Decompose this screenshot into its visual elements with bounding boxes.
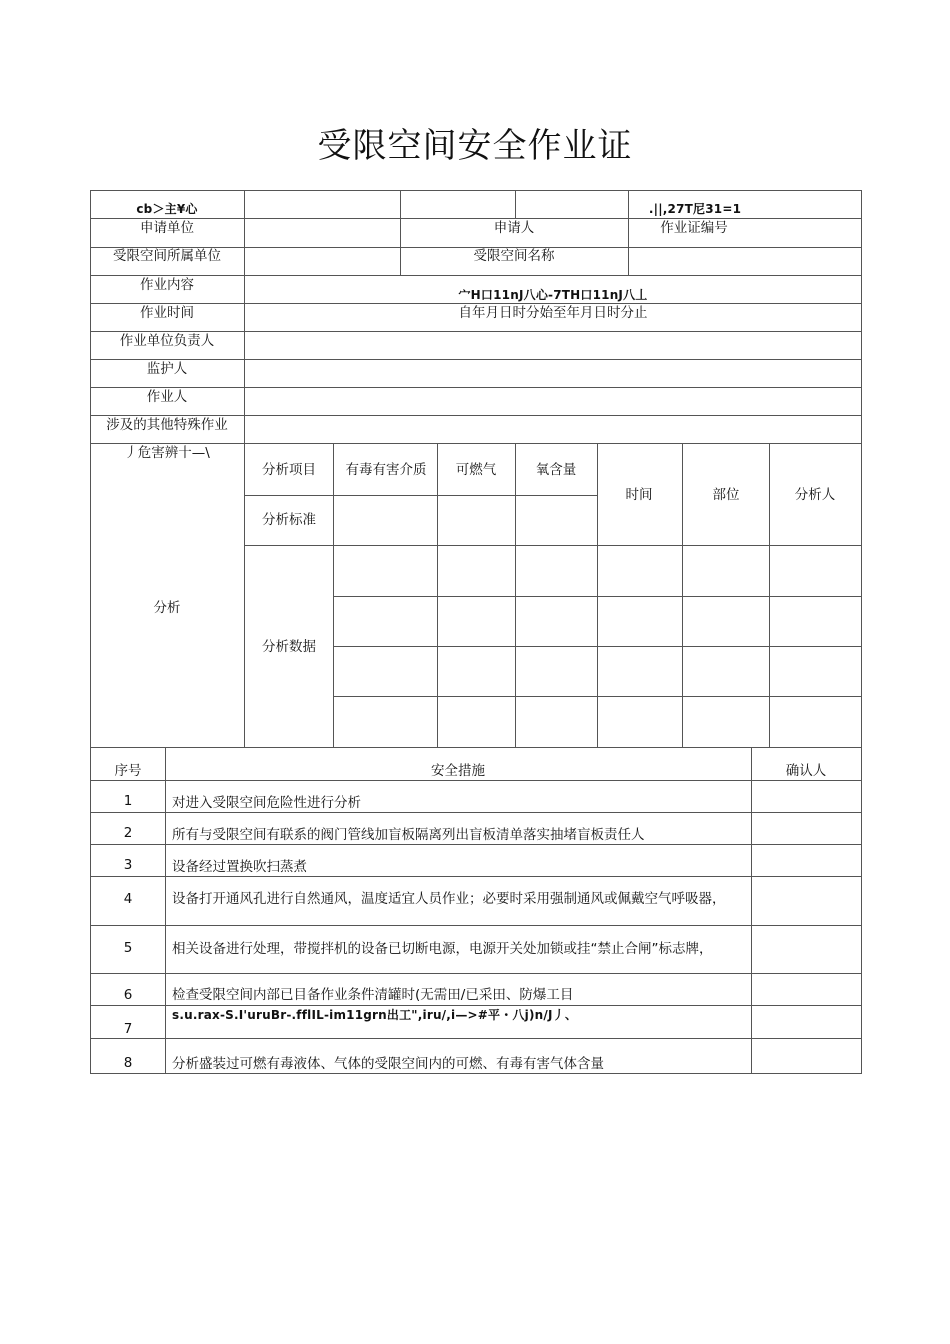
work-content-label: 作业内容 — [140, 277, 194, 293]
space-name-label: 受限空间名称 — [473, 248, 555, 264]
work-time-value: 自年月日时分始至年月日时分止 — [458, 305, 648, 321]
measure-text: 设备打开通风孔进行自然通风，温度适宜人员作业；必要时采用强制通风或佩戴空气呼吸器， — [172, 891, 726, 907]
location-header: 部位 — [712, 487, 740, 503]
measures-header: 安全措施 — [431, 763, 485, 779]
belonging-unit-label: 受限空间所属单位 — [113, 248, 221, 264]
measure-no: 8 — [123, 1055, 133, 1071]
other-special-label: 涉及的其他特殊作业 — [106, 417, 228, 433]
measure-text: 所有与受限空间有联系的阀门管线加盲板隔离列出盲板清单落实抽堵盲板责任人 — [172, 827, 645, 843]
work-content-value: 宀H口11nJ八心-7TH口11nJ八丄 — [458, 288, 648, 302]
applicant-unit-label: 申请单位 — [140, 220, 194, 236]
analysis-item-header: 分析项目 — [262, 462, 316, 478]
worker-label: 作业人 — [146, 389, 188, 405]
oxygen-header: 氧含量 — [535, 462, 577, 478]
measure-text: s.u.rax-S.I'uruBr-.fflIL-im11grn出工",iru/,i—>#平・八j)n/J丿、 — [172, 1008, 578, 1022]
measure-text: 检查受限空间内部已目备作业条件清罐时(无需田/已采田、防爆工目 — [172, 987, 574, 1003]
measure-text: 设备经过置换吹扫蒸煮 — [172, 859, 307, 875]
flammable-header: 可燃气 — [455, 462, 497, 478]
measure-text: 分析盛装过可燃有毒液体、气体的受限空间内的可燃、有毒有害气体含量 — [172, 1056, 604, 1072]
measure-no: 2 — [123, 825, 133, 841]
measure-no: 3 — [123, 857, 133, 873]
analysis-standard-label: 分析标准 — [262, 512, 316, 528]
applicant-label: 申请人 — [493, 220, 535, 236]
permit-no-label: 作业证编号 — [660, 220, 728, 236]
top-right-label: .||,27T尼31=1 — [648, 202, 742, 216]
analyst-header: 分析人 — [794, 487, 836, 503]
permit-form — [90, 190, 862, 1074]
toxic-header: 有毒有害介质 — [345, 462, 427, 478]
time-header: 时间 — [625, 487, 653, 503]
analysis-section-label: 分析 — [153, 600, 181, 616]
measure-no: 1 — [123, 793, 133, 809]
hazard-label: 丿危害辨十—\ — [124, 445, 210, 461]
confirm-header: 确认人 — [785, 763, 827, 779]
work-leader-label: 作业单位负责人 — [119, 333, 215, 349]
work-time-label: 作业时间 — [140, 305, 194, 321]
analysis-data-label: 分析数据 — [262, 639, 316, 655]
measures-no-header: 序号 — [114, 763, 142, 779]
measure-text: 对进入受限空间危险性进行分析 — [172, 795, 361, 811]
top-left-label: cb＞主¥心 — [136, 202, 198, 216]
measure-no: 4 — [123, 891, 133, 907]
guardian-label: 监护人 — [146, 361, 188, 377]
measure-no: 5 — [123, 940, 133, 956]
measure-text: 相关设备进行处理，带搅拌机的设备已切断电源，电源开关处加锁或挂“禁止合闸”标志牌， — [172, 941, 713, 957]
page-title: 受限空间安全作业证 — [317, 126, 633, 166]
measure-no: 7 — [123, 1021, 133, 1037]
measure-no: 6 — [123, 987, 133, 1003]
